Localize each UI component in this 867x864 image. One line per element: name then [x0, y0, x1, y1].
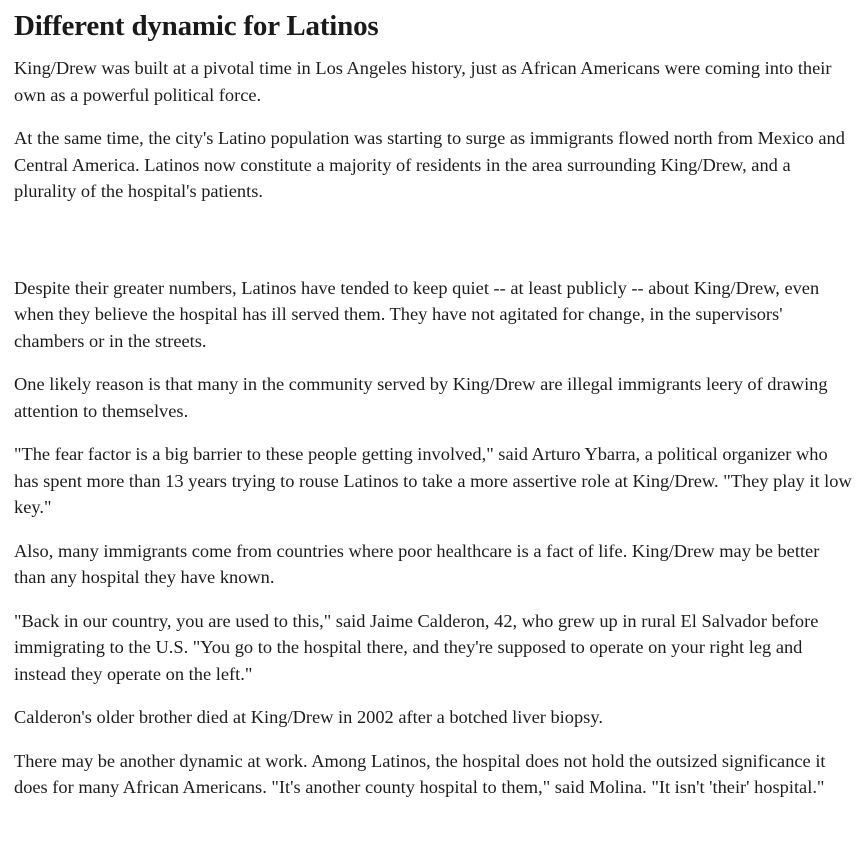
article-paragraph: Also, many immigrants come from countries where poor healthcare is a fact of life. King/Drew may be better than any hospital they have known.	[14, 540, 820, 587]
paragraph-spacer	[14, 222, 853, 275]
article-paragraph: There may be another dynamic at work. Among Latinos, the hospital does not hold the outsized significance it does for many African Americans. "It's another county hospital to them," said Molina. "It isn't 'their' hospital."	[14, 750, 826, 797]
article-paragraph: Despite their greater numbers, Latinos have tended to keep quiet -- at least publicly -- about King/Drew, even when they believe the hospital has ill served them. They have not agitated for change, in the supervisors' chambers or in the streets.	[14, 277, 820, 351]
article-heading: Different dynamic for Latinos	[14, 10, 379, 42]
article-paragraph: At the same time, the city's Latino population was starting to surge as immigrants flowed north from Mexico and Central America. Latinos now constitute a majority of residents in the area surrounding King/Drew, and a plurality of the hospital's patients.	[14, 128, 845, 201]
article-paragraph: King/Drew was built at a pivotal time in Los Angeles history, just as African Americans were coming into their own as a powerful political force.	[14, 58, 832, 105]
article-paragraph: "Back in our country, you are used to this," said Jaime Calderon, 42, who grew up in rural El Salvador before immigrating to the U.S. "You go to the hospital there, and they're supposed to operate on your right leg and instead they operate on the left."	[14, 610, 819, 684]
article-paragraph: One likely reason is that many in the community served by King/Drew are illegal immigrants leery of drawing attention to themselves.	[14, 374, 828, 421]
article-paragraph: Calderon's older brother died at King/Drew in 2002 after a botched liver biopsy.	[14, 707, 603, 727]
article-paragraph: "The fear factor is a big barrier to these people getting involved," said Arturo Ybarra, a political organizer who has spent more than 13 years trying to rouse Latinos to take a more assertive role at King/Drew. "They play it low key."	[14, 444, 852, 517]
